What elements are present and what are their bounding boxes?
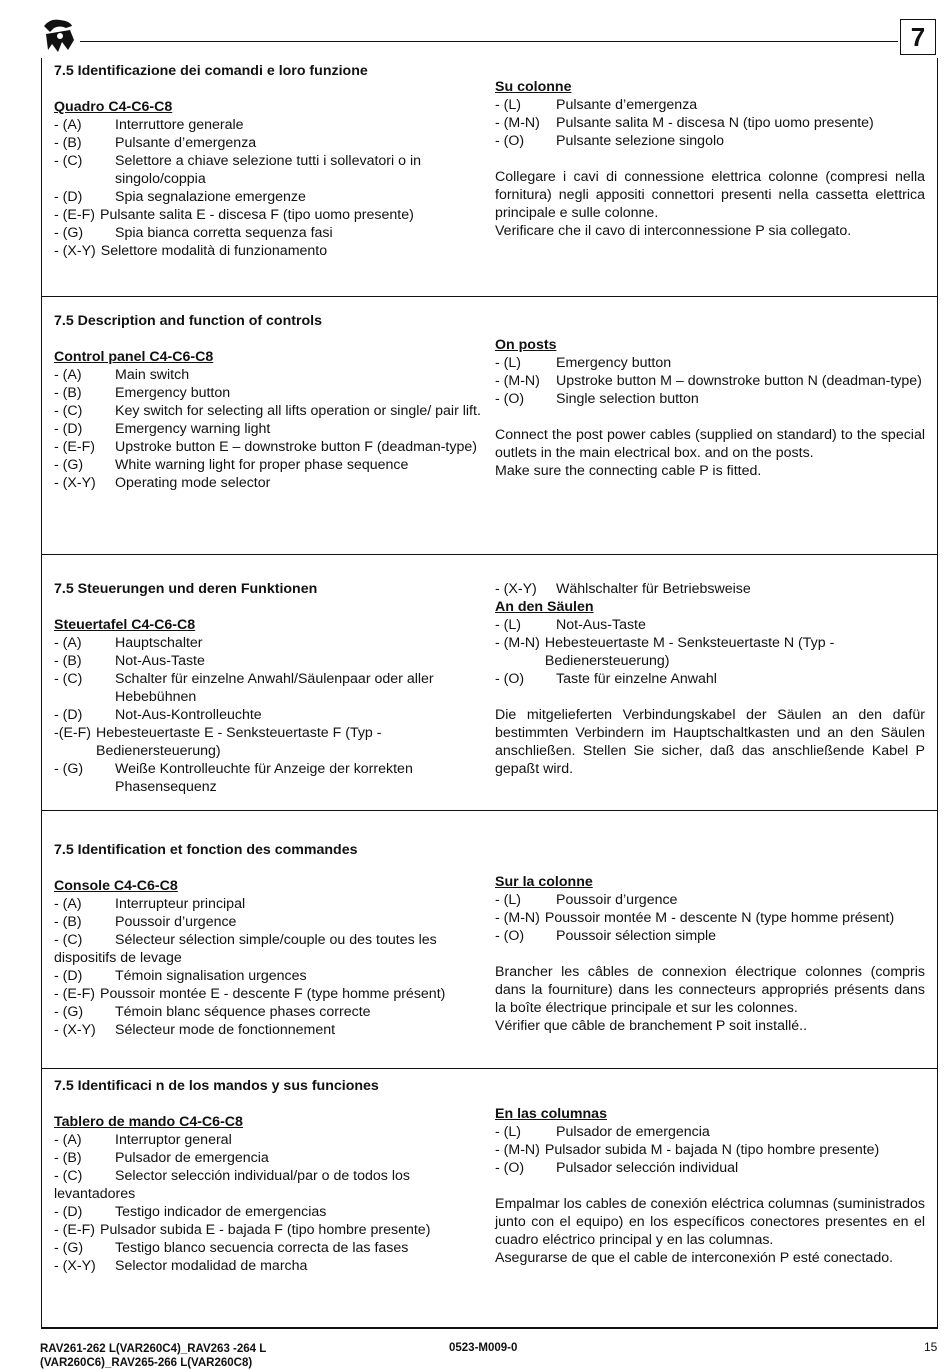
- control-panel-list: [54, 895, 484, 1039]
- posts-title: Sur la colonne: [495, 874, 593, 890]
- item-code: - (D): [54, 189, 83, 205]
- item-text: Schalter für einzelne Anwahl/Säulenpaar oder aller Hebebühnen: [115, 671, 434, 705]
- left-column: [54, 841, 484, 1039]
- paragraph-line: Brancher les câbles de connexion électrique colonnes (compris dans la fourniture) dans les connecteurs appropriés présents dans la boîte électrique principale et sur les colonnes.: [495, 964, 925, 1016]
- item-text: Upstroke button M – downstroke button N (deadman-type): [556, 373, 922, 389]
- item-code: - (C): [54, 671, 83, 687]
- control-panel-list: [54, 116, 484, 260]
- item-code: - (X-Y): [54, 243, 96, 259]
- item-code: - (G): [54, 761, 84, 777]
- item-text: Pulsador subida E - bajada F (tipo hombre presente): [99, 1222, 431, 1238]
- posts-list: [495, 354, 925, 408]
- list-item: [54, 1167, 484, 1203]
- item-code: - (A): [54, 1132, 82, 1148]
- item-code: - (E-F): [54, 439, 95, 455]
- item-code: - (M-N): [495, 373, 540, 389]
- instruction-paragraph: [495, 1195, 925, 1267]
- posts-list: [495, 891, 925, 945]
- item-text: Spia segnalazione emergenze: [115, 189, 306, 205]
- item-code: - (A): [54, 367, 82, 383]
- list-item: [495, 96, 925, 114]
- item-text: Poussoir sélection simple: [556, 928, 717, 944]
- item-text: Spia bianca corretta sequenza fasi: [115, 225, 333, 241]
- item-code: - (O): [495, 671, 525, 687]
- item-code: - (D): [54, 1204, 83, 1220]
- list-item: [495, 616, 925, 634]
- item-code: - (C): [54, 403, 83, 419]
- item-text: Key switch for selecting all lifts operation or single/ pair lift.: [115, 403, 481, 419]
- section-divider: [41, 554, 938, 555]
- item-code: - (L): [495, 617, 522, 633]
- list-item: [54, 1239, 484, 1257]
- section-divider: [41, 1068, 938, 1069]
- list-item: [54, 985, 484, 1003]
- item-text: Pulsador selección individual: [556, 1160, 739, 1176]
- item-code: - (C): [54, 153, 83, 169]
- list-item: [495, 670, 925, 688]
- item-text: Pulsante salita E - discesa F (tipo uomo presente): [99, 207, 414, 223]
- list-item: [54, 634, 484, 652]
- list-item: [495, 1123, 925, 1141]
- item-text: Hebesteuertaste E - Senksteuertaste F (Typ - Bedienersteuerung): [96, 725, 382, 759]
- item-text: Interruttore generale: [115, 117, 244, 133]
- list-item: [54, 188, 484, 206]
- list-item: [495, 1159, 925, 1177]
- list-item: [495, 132, 925, 150]
- list-item: [495, 580, 925, 598]
- item-text: Sélecteur sélection simple/couple ou des toutes les dispositifs de levage: [54, 932, 437, 966]
- item-text: Sélecteur mode de fonctionnement: [115, 1022, 336, 1038]
- instruction-paragraph: [495, 426, 925, 480]
- item-code: - (G): [54, 457, 84, 473]
- item-text: Not-Aus-Kontrolleuchte: [115, 707, 262, 723]
- list-item: [54, 474, 484, 492]
- item-code: - (X-Y): [54, 1258, 96, 1274]
- item-text: Interrupteur principal: [115, 896, 246, 912]
- instruction-paragraph: [495, 963, 925, 1035]
- control-panel-list: [54, 366, 484, 492]
- item-text: Pulsador subida M - bajada N (tipo hombre presente): [544, 1142, 880, 1158]
- item-text: Témoin blanc séquence phases correcte: [115, 1004, 371, 1020]
- list-item: [54, 116, 484, 134]
- paragraph-line: Asegurarse de que el cable de interconexión P esté conectado.: [495, 1250, 894, 1266]
- item-text: Wählschalter für Betriebsweise: [556, 581, 751, 597]
- left-column: [54, 312, 484, 492]
- right-column: [495, 1105, 925, 1267]
- item-code: - (O): [495, 928, 525, 944]
- footer-page-number: 15: [924, 1340, 938, 1354]
- list-item: [54, 1203, 484, 1221]
- section-title: 7.5 Description and function of controls: [54, 313, 323, 329]
- list-item: [54, 438, 484, 456]
- header-rule: [80, 41, 898, 42]
- list-item: [54, 384, 484, 402]
- right-column: [495, 580, 925, 778]
- list-item: [54, 760, 484, 796]
- list-item: [54, 366, 484, 384]
- item-code: - (C): [54, 1168, 83, 1184]
- list-item: [54, 224, 484, 242]
- item-code: - (E-F): [54, 1222, 95, 1238]
- list-item: [54, 913, 484, 931]
- item-text: Poussoir d’urgence: [115, 914, 237, 930]
- item-text: Emergency button: [556, 355, 672, 371]
- section-divider: [41, 810, 938, 811]
- list-item: [54, 895, 484, 913]
- item-code: - (L): [495, 355, 522, 371]
- item-text: Hebesteuertaste M - Senksteuertaste N (Typ - Bedienersteuerung): [544, 635, 835, 669]
- item-code: - (X-Y): [495, 581, 537, 597]
- item-code: - (B): [54, 135, 82, 151]
- item-text: Interruptor general: [115, 1132, 232, 1148]
- item-text: Pulsador de emergencia: [115, 1150, 269, 1166]
- item-text: Poussoir montée E - descente F (type homme présent): [99, 986, 446, 1002]
- list-item: [54, 967, 484, 985]
- list-item: [495, 1141, 925, 1159]
- list-item: [495, 390, 925, 408]
- control-panel-title: Control panel C4-C6-C8: [54, 349, 214, 365]
- item-code: - (M-N): [495, 635, 540, 651]
- item-code: -(E-F): [54, 725, 92, 741]
- item-text: Testigo indicador de emergencias: [115, 1204, 327, 1220]
- item-text: Pulsante d’emergenza: [556, 97, 698, 113]
- item-code: - (X-Y): [54, 1022, 96, 1038]
- list-item: [54, 420, 484, 438]
- item-code: - (A): [54, 635, 82, 651]
- paragraph-line: Collegare i cavi di connessione elettrica colonne (compresi nella fornitura) negli appositi connettori presenti nella cassetta elettrica principale e sulle colonne.: [495, 169, 925, 221]
- item-code: - (L): [495, 97, 522, 113]
- list-item: [54, 931, 484, 967]
- paragraph-line: Make sure the connecting cable P is fitted.: [495, 463, 762, 479]
- posts-title: En las columnas: [495, 1106, 607, 1122]
- item-text: Operating mode selector: [115, 475, 271, 491]
- list-item: [495, 891, 925, 909]
- control-panel-title: Console C4-C6-C8: [54, 878, 178, 894]
- right-column: [495, 873, 925, 1035]
- item-text: Emergency warning light: [115, 421, 271, 437]
- left-column: [54, 580, 484, 796]
- posts-list: [495, 616, 925, 688]
- control-panel-title: Quadro C4-C6-C8: [54, 99, 173, 115]
- item-text: Selettore a chiave selezione tutti i sollevatori o in singolo/coppia: [115, 153, 421, 187]
- list-item: [54, 152, 484, 188]
- item-text: Main switch: [115, 367, 190, 383]
- item-text: Pulsador de emergencia: [556, 1124, 710, 1140]
- instruction-paragraph: [495, 168, 925, 240]
- section-title: 7.5 Steuerungen und deren Funktionen: [54, 581, 318, 597]
- item-code: - (G): [54, 1240, 84, 1256]
- item-text: Emergency button: [115, 385, 231, 401]
- list-item: [495, 354, 925, 372]
- posts-title: Su colonne: [495, 79, 572, 95]
- item-code: - (D): [54, 707, 83, 723]
- right-column: [495, 336, 925, 480]
- item-text: Testigo blanco secuencia correcta de las fases: [115, 1240, 409, 1256]
- list-item: [54, 724, 484, 760]
- item-code: - (B): [54, 385, 82, 401]
- logo-icon: [40, 16, 80, 56]
- paragraph-line: Connect the post power cables (supplied on standard) to the special outlets in the main electrical box. and on the posts.: [495, 427, 925, 461]
- item-text: Hauptschalter: [115, 635, 203, 651]
- item-code: - (B): [54, 914, 82, 930]
- item-code: - (G): [54, 1004, 84, 1020]
- list-item: [495, 372, 925, 390]
- frame-bottom-rule: [41, 1327, 938, 1329]
- list-item: [54, 1021, 484, 1039]
- item-code: - (E-F): [54, 986, 95, 1002]
- list-item: [54, 1003, 484, 1021]
- list-item: [54, 134, 484, 152]
- item-text: Pulsante d’emergenza: [115, 135, 257, 151]
- item-code: - (L): [495, 892, 522, 908]
- item-text: Poussoir d’urgence: [556, 892, 678, 908]
- item-text: Pulsante selezione singolo: [556, 133, 724, 149]
- list-item: [54, 1221, 484, 1239]
- control-panel-list: [54, 1131, 484, 1275]
- list-item: [54, 402, 484, 420]
- posts-list: [495, 96, 925, 150]
- item-text: Not-Aus-Taste: [556, 617, 646, 633]
- item-code: - (A): [54, 117, 82, 133]
- item-text: Not-Aus-Taste: [115, 653, 205, 669]
- list-item: [54, 242, 484, 260]
- control-panel-title: Steuertafel C4-C6-C8: [54, 617, 196, 633]
- item-code: - (O): [495, 133, 525, 149]
- footer-document-code: 0523-M009-0: [449, 1342, 518, 1354]
- item-text: Pulsante salita M - discesa N (tipo uomo presente): [556, 115, 874, 131]
- item-code: - (M-N): [495, 1142, 540, 1158]
- list-item: [54, 206, 484, 224]
- section-title: 7.5 Identification et fonction des commandes: [54, 842, 358, 858]
- item-text: Poussoir montée M - descente N (type homme présent): [544, 910, 895, 926]
- item-code: - (M-N): [495, 910, 540, 926]
- list-item: [54, 670, 484, 706]
- section-title: 7.5 Identificaci n de los mandos y sus funciones: [54, 1078, 379, 1094]
- right-column: [495, 78, 925, 240]
- item-text: Témoin signalisation urgences: [115, 968, 307, 984]
- item-code: - (B): [54, 1150, 82, 1166]
- posts-pre-list: [495, 580, 925, 598]
- item-code: - (O): [495, 391, 525, 407]
- item-text: Taste für einzelne Anwahl: [556, 671, 717, 687]
- section-divider: [41, 296, 938, 297]
- item-code: - (L): [495, 1124, 522, 1140]
- item-text: Selettore modalità di funzionamento: [100, 243, 328, 259]
- left-column: [54, 1077, 484, 1275]
- item-text: Upstroke button E – downstroke button F (deadman-type): [115, 439, 477, 455]
- posts-title: On posts: [495, 337, 557, 353]
- instruction-paragraph: [495, 706, 925, 778]
- paragraph-line: Empalmar los cables de conexión eléctrica columnas (suministrados junto con el equipo) en los específicos conectores presentes en el cuadro eléctrico principal y en las columnas.: [495, 1196, 925, 1248]
- posts-title: An den Säulen: [495, 599, 594, 615]
- list-item: [54, 1131, 484, 1149]
- item-code: - (B): [54, 653, 82, 669]
- paragraph-line: Verificare che il cavo di interconnessione P sia collegato.: [495, 223, 852, 239]
- list-item: [54, 456, 484, 474]
- paragraph-line: Die mitgelieferten Verbindungskabel der Säulen an den dafür bestimmten Verbindern im Hauptschaltkasten und an den Säulen anschließen. Stellen Sie sicher, daß das anschließende Kabel P gepaßt wird.: [495, 707, 925, 777]
- item-text: Selector modalidad de marcha: [115, 1258, 308, 1274]
- item-code: - (O): [495, 1160, 525, 1176]
- item-text: Weiße Kontrolleuchte für Anzeige der korrekten Phasensequenz: [115, 761, 413, 795]
- control-panel-title: Tablero de mando C4-C6-C8: [54, 1114, 243, 1130]
- item-code: - (D): [54, 421, 83, 437]
- chapter-number-badge: 7: [900, 19, 936, 55]
- footer-model-codes: RAV261-262 L(VAR260C4)_RAV263 -264 L (VAR260C6)_RAV265-266 L(VAR260C8): [40, 1343, 267, 1369]
- list-item: [54, 1257, 484, 1275]
- section-title: 7.5 Identificazione dei comandi e loro funzione: [54, 63, 368, 79]
- item-text: White warning light for proper phase sequence: [115, 457, 409, 473]
- item-code: - (D): [54, 968, 83, 984]
- paragraph-line: Vérifier que câble de branchement P soit installé..: [495, 1018, 808, 1034]
- item-text: Selector selección individual/par o de todos los levantadores: [54, 1168, 410, 1202]
- control-panel-list: [54, 634, 484, 796]
- list-item: [495, 927, 925, 945]
- list-item: [495, 909, 925, 927]
- item-code: - (M-N): [495, 115, 540, 131]
- item-code: - (A): [54, 896, 82, 912]
- item-code: - (E-F): [54, 207, 95, 223]
- item-text: Single selection button: [556, 391, 699, 407]
- posts-list: [495, 1123, 925, 1177]
- list-item: [54, 1149, 484, 1167]
- list-item: [54, 706, 484, 724]
- left-column: [54, 62, 484, 260]
- list-item: [495, 634, 925, 670]
- list-item: [495, 114, 925, 132]
- item-code: - (G): [54, 225, 84, 241]
- list-item: [54, 652, 484, 670]
- item-code: - (X-Y): [54, 475, 96, 491]
- item-code: - (C): [54, 932, 83, 948]
